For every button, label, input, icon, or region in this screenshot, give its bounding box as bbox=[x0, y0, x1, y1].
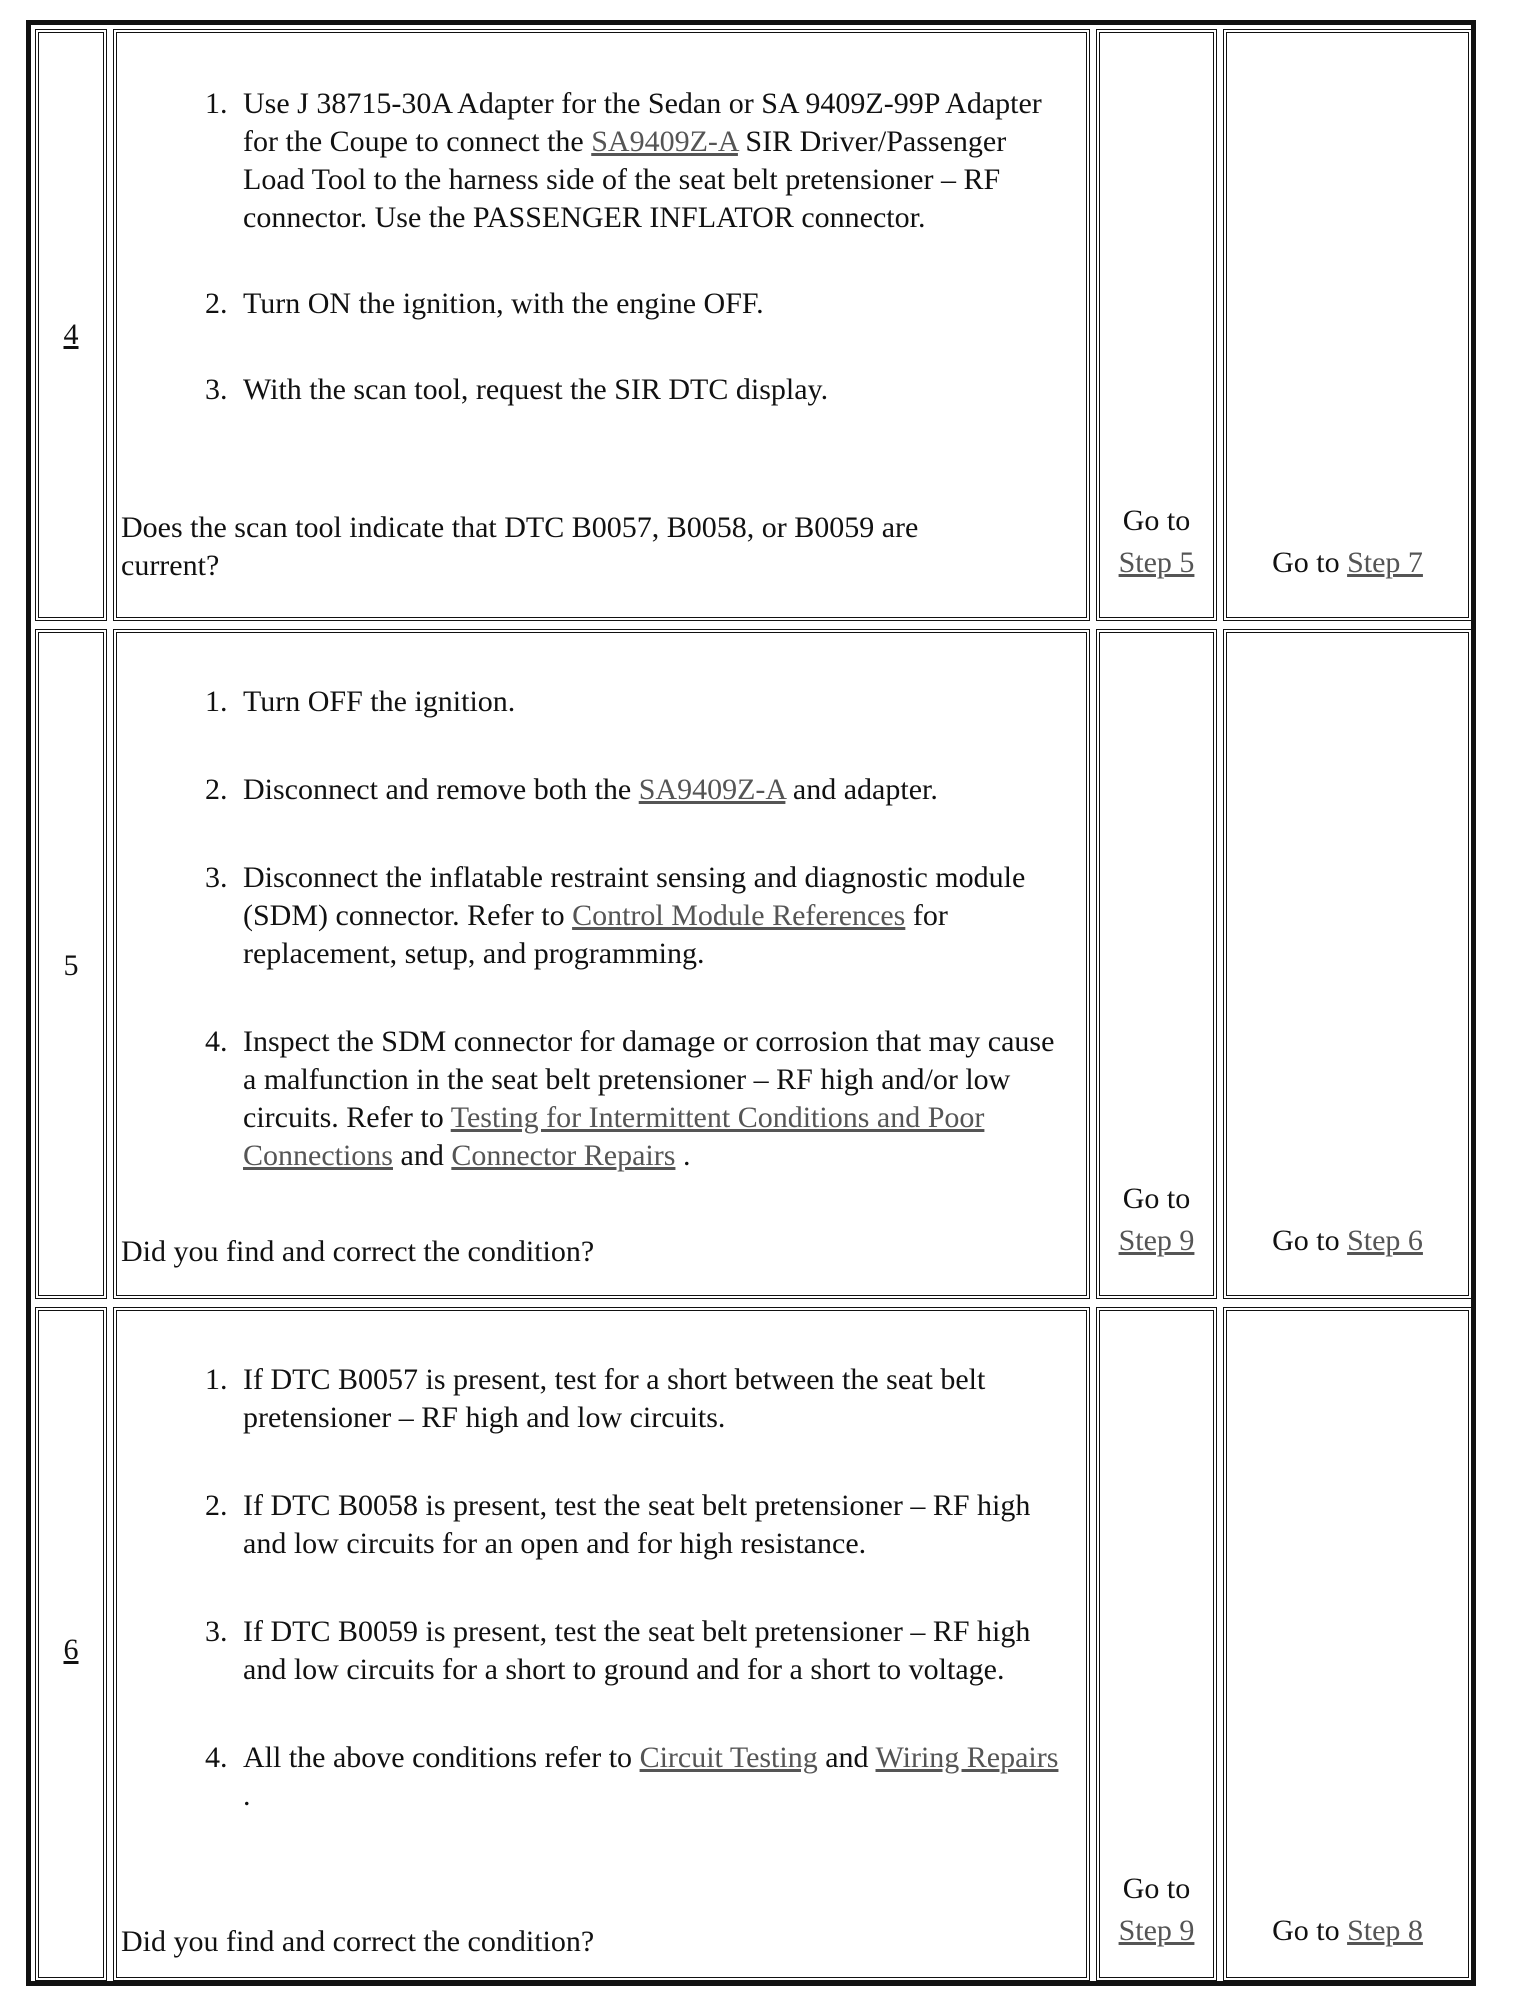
action-cell bbox=[113, 29, 1090, 621]
circuit-testing-link[interactable]: Circuit Testing bbox=[639, 1741, 818, 1774]
item-text: . bbox=[243, 1779, 251, 1812]
yes-action bbox=[1100, 1868, 1213, 1952]
list-item bbox=[205, 1023, 1065, 1175]
item-number: 2. bbox=[205, 1489, 228, 1522]
step-cell bbox=[35, 629, 107, 1299]
no-action bbox=[1227, 542, 1468, 584]
action-steps-list bbox=[205, 1361, 1065, 1865]
item-number: 3. bbox=[205, 1615, 228, 1648]
item-text: Inspect the SDM connector for damage or corrosion that may cause a malfunction in the seat belt pretensioner – RF high and/or low circuits. Refer to bbox=[243, 1025, 1055, 1134]
step-number: 5 bbox=[63, 949, 79, 982]
list-item bbox=[205, 1487, 1065, 1563]
item-number: 2. bbox=[205, 287, 228, 320]
goto-label: Go to bbox=[1122, 504, 1191, 537]
question-text: Did you find and correct the condition? bbox=[121, 1235, 595, 1268]
no-cell bbox=[1223, 629, 1472, 1299]
item-text: and adapter. bbox=[785, 773, 938, 806]
control-module-references-link[interactable]: Control Module References bbox=[572, 899, 906, 932]
no-cell bbox=[1223, 29, 1472, 621]
yes-action bbox=[1100, 1178, 1213, 1262]
item-text: for replacement, setup, and programming. bbox=[243, 899, 948, 970]
question-text: Did you find and correct the condition? bbox=[121, 1925, 595, 1958]
list-item bbox=[205, 1613, 1065, 1689]
tool-link-sa9409z-a[interactable]: SA9409Z-A bbox=[638, 773, 786, 806]
goto-step-link[interactable]: Step 7 bbox=[1347, 546, 1423, 579]
item-text: With the scan tool, request the SIR DTC display. bbox=[243, 373, 829, 406]
item-text: . bbox=[675, 1139, 691, 1172]
item-text: Disconnect and remove both the bbox=[243, 773, 639, 806]
action-steps-list bbox=[205, 683, 1065, 1225]
goto-step-link[interactable]: Step 6 bbox=[1347, 1224, 1423, 1257]
action-cell bbox=[113, 629, 1090, 1299]
goto-label: Go to bbox=[1122, 1872, 1191, 1905]
item-number: 3. bbox=[205, 373, 228, 406]
item-text: Use J 38715-30A Adapter for the Sedan or SA 9409Z-99P Adapter for the Coupe to connect the bbox=[243, 87, 1042, 158]
item-number: 4. bbox=[205, 1741, 228, 1774]
tool-link-sa9409z-a[interactable]: SA9409Z-A bbox=[591, 125, 738, 158]
item-number: 2. bbox=[205, 773, 228, 806]
yes-action bbox=[1100, 500, 1213, 584]
goto-label: Go to bbox=[1272, 1224, 1348, 1257]
diagnostic-table bbox=[26, 20, 1476, 1986]
item-text: SIR Driver/Passenger Load Tool to the harness side of the seat belt pretensioner – RF connector. Use the PASSENGER INFLATOR connector. bbox=[243, 125, 1007, 234]
list-item bbox=[205, 371, 1065, 409]
item-text: All the above conditions refer to bbox=[243, 1741, 640, 1774]
goto-label: Go to bbox=[1272, 546, 1348, 579]
list-item bbox=[205, 859, 1065, 973]
action-cell bbox=[113, 1307, 1090, 1981]
yes-cell bbox=[1096, 1307, 1217, 1981]
item-text: Turn ON the ignition, with the engine OFF. bbox=[243, 287, 764, 320]
item-number: 1. bbox=[205, 685, 228, 718]
item-text: and bbox=[393, 1139, 452, 1172]
item-text: If DTC B0059 is present, test the seat belt pretensioner – RF high and low circuits for a short to ground and for a short to voltage. bbox=[243, 1615, 1031, 1686]
list-item bbox=[205, 285, 1065, 323]
goto-step-link[interactable]: Step 8 bbox=[1347, 1914, 1423, 1947]
item-text: If DTC B0057 is present, test for a short between the seat belt pretensioner – RF high and low circuits. bbox=[243, 1363, 986, 1434]
connector-repairs-link[interactable]: Connector Repairs bbox=[451, 1139, 676, 1172]
yes-cell bbox=[1096, 629, 1217, 1299]
goto-step-link[interactable]: Step 9 bbox=[1118, 1914, 1195, 1947]
list-item bbox=[205, 683, 1065, 721]
goto-label: Go to bbox=[1122, 1182, 1191, 1215]
step-cell bbox=[35, 1307, 107, 1981]
item-text: and bbox=[817, 1741, 876, 1774]
no-action bbox=[1227, 1220, 1468, 1262]
goto-step-link[interactable]: Step 5 bbox=[1118, 546, 1195, 579]
testing-intermittent-link[interactable]: Testing for Intermittent Conditions and Poor Connections bbox=[243, 1101, 985, 1172]
yes-cell bbox=[1096, 29, 1217, 621]
item-number: 3. bbox=[205, 861, 228, 894]
list-item bbox=[205, 85, 1065, 237]
no-cell bbox=[1223, 1307, 1472, 1981]
list-item bbox=[205, 1739, 1065, 1815]
list-item bbox=[205, 1361, 1065, 1437]
table-row-step-6 bbox=[31, 1303, 1471, 1985]
item-text: If DTC B0058 is present, test the seat belt pretensioner – RF high and low circuits for an open and for high resistance. bbox=[243, 1489, 1031, 1560]
item-number: 4. bbox=[205, 1025, 228, 1058]
step-cell bbox=[35, 29, 107, 621]
no-action bbox=[1227, 1910, 1468, 1952]
action-steps-list bbox=[205, 85, 1065, 459]
goto-label: Go to bbox=[1272, 1914, 1348, 1947]
goto-step-link[interactable]: Step 9 bbox=[1118, 1224, 1195, 1257]
item-number: 1. bbox=[205, 87, 228, 120]
table-row-step-4 bbox=[31, 25, 1471, 625]
wiring-repairs-link[interactable]: Wiring Repairs bbox=[875, 1741, 1059, 1774]
list-item bbox=[205, 771, 1065, 809]
item-text: Disconnect the inflatable restraint sensing and diagnostic module (SDM) connector. Refer to bbox=[243, 861, 1026, 932]
item-number: 1. bbox=[205, 1363, 228, 1396]
step-number-link[interactable]: 6 bbox=[63, 1633, 79, 1666]
question-text: Does the scan tool indicate that DTC B0057, B0058, or B0059 are current? bbox=[121, 511, 919, 582]
step-number-link[interactable]: 4 bbox=[63, 318, 79, 351]
item-text: Turn OFF the ignition. bbox=[243, 685, 516, 718]
table-row-step-5 bbox=[31, 625, 1471, 1303]
